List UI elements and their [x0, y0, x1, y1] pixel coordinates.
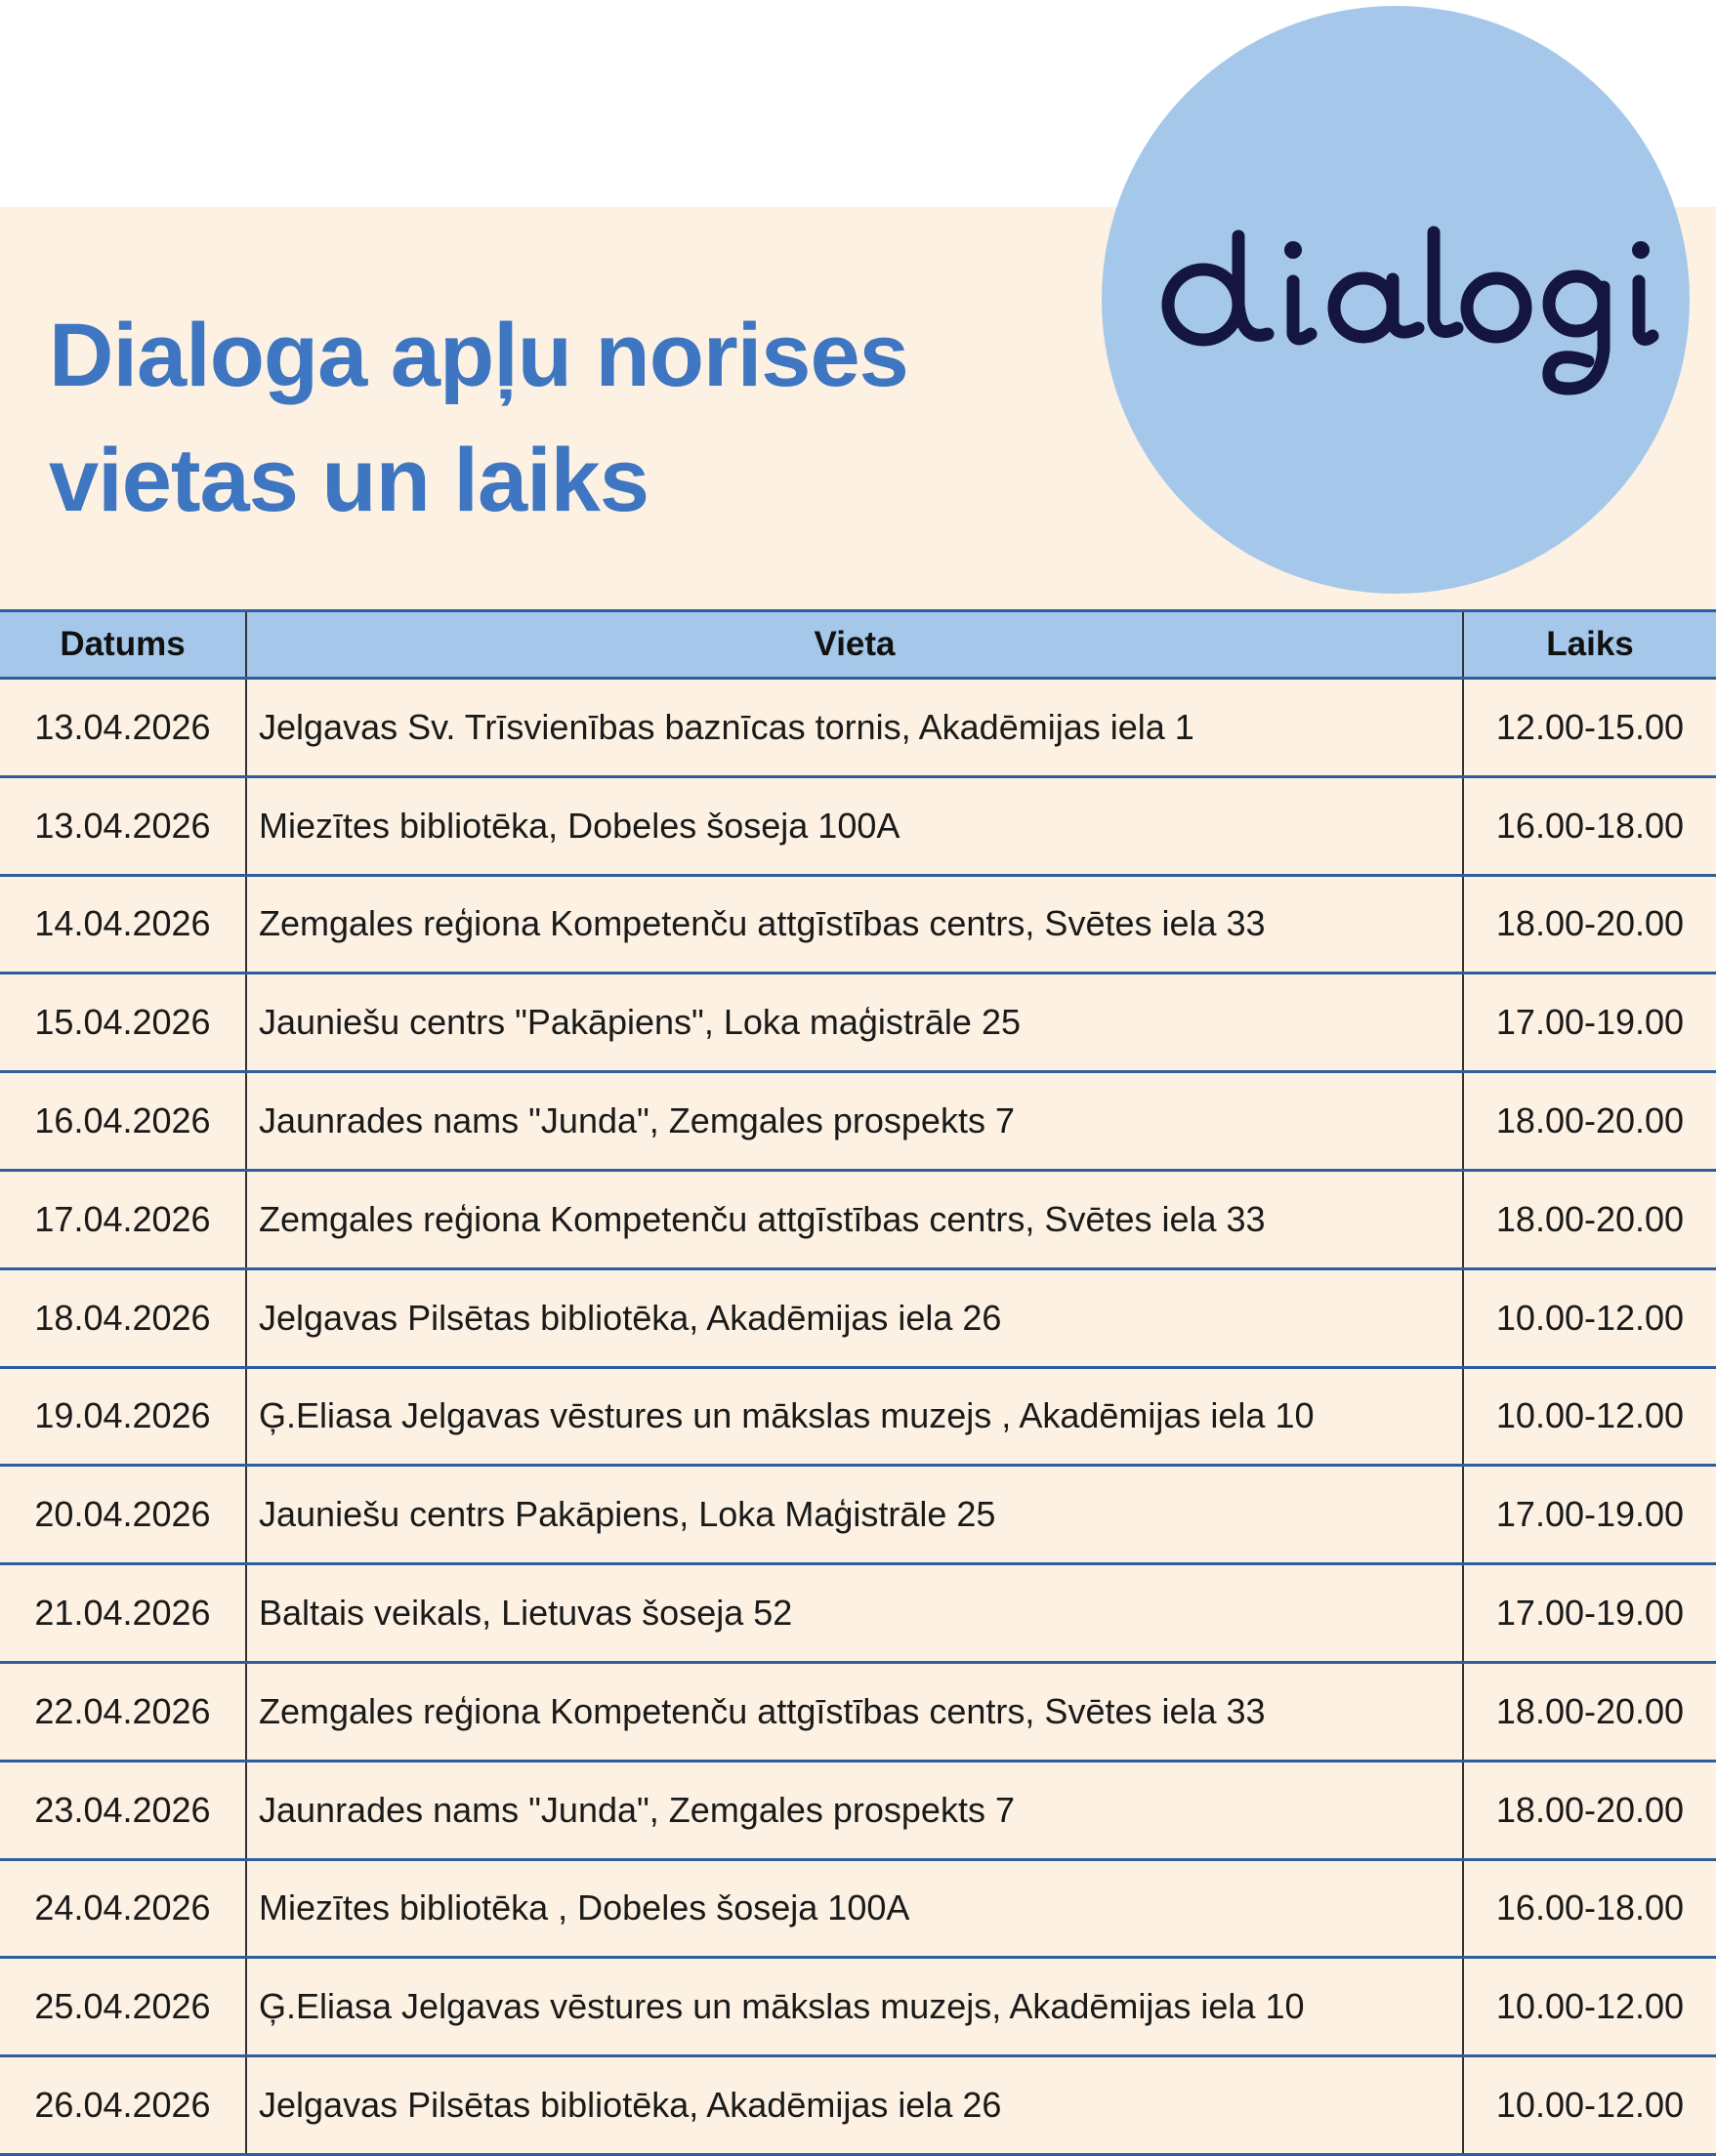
cell-time: 10.00-12.00 — [1463, 1958, 1716, 2056]
cell-date: 22.04.2026 — [0, 1662, 246, 1761]
table-row — [0, 1761, 1716, 1859]
column-header-date: Datums — [0, 611, 246, 679]
cell-date: 25.04.2026 — [0, 1958, 246, 2056]
cell-date: 16.04.2026 — [0, 1072, 246, 1171]
cell-place: Jaunrades nams "Junda", Zemgales prospekts 7 — [246, 1072, 1463, 1171]
cell-date: 20.04.2026 — [0, 1466, 246, 1564]
cell-place: Ģ.Eliasa Jelgavas vēstures un mākslas muzejs , Akadēmijas iela 10 — [246, 1367, 1463, 1466]
page-title — [49, 293, 1084, 543]
cell-place: Jelgavas Pilsētas bibliotēka, Akadēmijas iela 26 — [246, 1268, 1463, 1367]
cell-time: 17.00-19.00 — [1463, 1466, 1716, 1564]
cell-place: Miezītes bibliotēka, Dobeles šoseja 100A — [246, 776, 1463, 875]
dialogi-logo-wordmark — [1102, 6, 1690, 594]
cell-date: 23.04.2026 — [0, 1761, 246, 1859]
table-row — [0, 1170, 1716, 1268]
cell-time: 17.00-19.00 — [1463, 1564, 1716, 1663]
cell-place: Jauniešu centrs "Pakāpiens", Loka maģistrāle 25 — [246, 974, 1463, 1072]
table-header-row — [0, 611, 1716, 679]
table-row — [0, 2056, 1716, 2155]
cell-place: Zemgales reģiona Kompetenču attgīstības centrs, Svētes iela 33 — [246, 1662, 1463, 1761]
cell-time: 10.00-12.00 — [1463, 1268, 1716, 1367]
cell-time: 18.00-20.00 — [1463, 1072, 1716, 1171]
cell-place: Baltais veikals, Lietuvas šoseja 52 — [246, 1564, 1463, 1663]
schedule-table — [0, 609, 1716, 2156]
table-row — [0, 1268, 1716, 1367]
title-line-1: Dialoga apļu norises — [49, 306, 908, 405]
table-row — [0, 1367, 1716, 1466]
cell-place: Jelgavas Pilsētas bibliotēka, Akadēmijas iela 26 — [246, 2056, 1463, 2155]
cell-date: 19.04.2026 — [0, 1367, 246, 1466]
cell-date: 21.04.2026 — [0, 1564, 246, 1663]
column-header-place: Vieta — [246, 611, 1463, 679]
cell-date: 26.04.2026 — [0, 2056, 246, 2155]
cell-date: 13.04.2026 — [0, 679, 246, 777]
cell-date: 14.04.2026 — [0, 875, 246, 974]
cell-date: 13.04.2026 — [0, 776, 246, 875]
cell-place: Zemgales reģiona Kompetenču attgīstības centrs, Svētes iela 33 — [246, 1170, 1463, 1268]
cell-date: 24.04.2026 — [0, 1859, 246, 1958]
cell-place: Jelgavas Sv. Trīsvienības baznīcas tornis, Akadēmijas iela 1 — [246, 679, 1463, 777]
cell-time: 18.00-20.00 — [1463, 1662, 1716, 1761]
cell-time: 18.00-20.00 — [1463, 875, 1716, 974]
cell-time: 17.00-19.00 — [1463, 974, 1716, 1072]
cell-date: 18.04.2026 — [0, 1268, 246, 1367]
cell-time: 12.00-15.00 — [1463, 679, 1716, 777]
cell-place: Miezītes bibliotēka , Dobeles šoseja 100A — [246, 1859, 1463, 1958]
cell-place: Jaunrades nams "Junda", Zemgales prospekts 7 — [246, 1761, 1463, 1859]
cell-time: 18.00-20.00 — [1463, 1761, 1716, 1859]
cell-place: Zemgales reģiona Kompetenču attgīstības centrs, Svētes iela 33 — [246, 875, 1463, 974]
table-row — [0, 1859, 1716, 1958]
dialogi-logo — [1102, 6, 1690, 594]
table-row — [0, 1662, 1716, 1761]
table-row — [0, 776, 1716, 875]
title-line-2: vietas un laiks — [49, 431, 649, 530]
cell-time: 16.00-18.00 — [1463, 1859, 1716, 1958]
cell-date: 15.04.2026 — [0, 974, 246, 1072]
cell-place: Jauniešu centrs Pakāpiens, Loka Maģistrāle 25 — [246, 1466, 1463, 1564]
column-header-time: Laiks — [1463, 611, 1716, 679]
table-row — [0, 875, 1716, 974]
cell-time: 10.00-12.00 — [1463, 2056, 1716, 2155]
table-row — [0, 974, 1716, 1072]
cell-date: 17.04.2026 — [0, 1170, 246, 1268]
table-row — [0, 1466, 1716, 1564]
cell-place: Ģ.Eliasa Jelgavas vēstures un mākslas muzejs, Akadēmijas iela 10 — [246, 1958, 1463, 2056]
table-row — [0, 1958, 1716, 2056]
table-row — [0, 1564, 1716, 1663]
cell-time: 18.00-20.00 — [1463, 1170, 1716, 1268]
table-row — [0, 1072, 1716, 1171]
cell-time: 16.00-18.00 — [1463, 776, 1716, 875]
cell-time: 10.00-12.00 — [1463, 1367, 1716, 1466]
table-row — [0, 679, 1716, 777]
